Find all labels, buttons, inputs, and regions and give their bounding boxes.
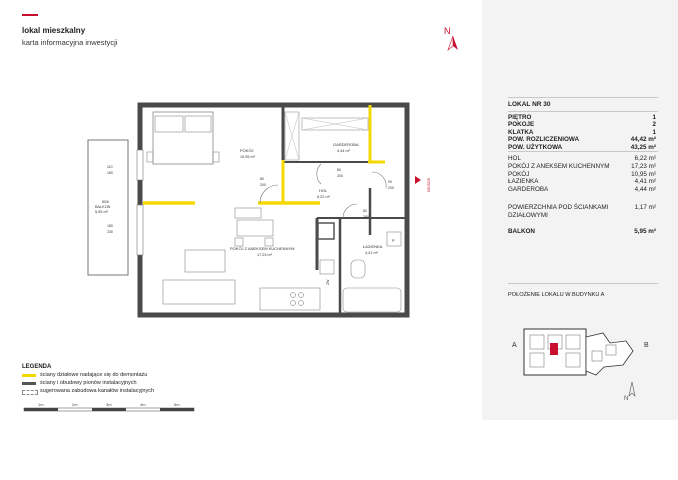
scale-tick-label: 3m — [106, 402, 112, 407]
area-row — [508, 186, 656, 194]
scale-tick-label: 4m — [140, 402, 146, 407]
hol-label: HOL — [319, 188, 328, 193]
door-width-bedroom: 80 — [260, 177, 264, 181]
main-info-value: 43,25 m² — [630, 143, 656, 151]
north-arrow-icon — [440, 24, 468, 54]
area-value: 4,44 m² — [634, 186, 656, 194]
area-label: POKÓJ — [508, 170, 530, 178]
entrance-label: WEJŚCIE — [427, 177, 431, 192]
main-info-value: 2 — [652, 121, 656, 129]
scale-tick-label: 5m — [174, 402, 180, 407]
area-row — [508, 163, 656, 171]
lokal-number: LOKAL NR 30 — [508, 101, 551, 108]
balcony-value: 5,95 m² — [634, 228, 656, 235]
main-info-value: 44,42 m² — [630, 136, 656, 144]
area-value: 17,23 m² — [631, 162, 656, 170]
area-label: HOL — [508, 155, 521, 162]
area-value: 4,41 m² — [634, 178, 656, 186]
window-dim-160: 160 — [107, 171, 113, 175]
door-height-bedroom: 200 — [260, 183, 266, 187]
unit-highlight — [550, 343, 558, 355]
scale-bar — [22, 400, 202, 418]
balcony-label: BALKON — [508, 228, 535, 235]
main-info-label: POW. ROZLICZENIOWA — [508, 136, 580, 144]
partition-row-2 — [508, 212, 656, 220]
outer-walls — [140, 105, 407, 315]
balkon-area-label: 5,95 m² — [95, 210, 108, 214]
pokoj-area-label: 10,95 m² — [240, 155, 255, 159]
door-height-bathroom: 200 — [363, 215, 369, 219]
north-label: N — [444, 26, 451, 36]
door-height-entrance: 200 — [388, 186, 394, 190]
area-row — [508, 155, 656, 163]
legend-label: ściany i obudowy pionów instalacyjnych — [40, 380, 137, 386]
legend-label: ściany działowe nadające się do demontażu — [40, 372, 148, 378]
main-info-label: POW. UŻYTKOWA — [508, 143, 563, 151]
partition-label-2: DZIAŁOWYMI — [508, 212, 548, 219]
separator — [508, 111, 658, 112]
balkon-dim-label: 80/6 — [102, 200, 109, 204]
salon-area-label: 17,23 m² — [257, 253, 272, 257]
door-width-entrance: 90 — [388, 180, 392, 184]
main-info-label: POKOJE — [508, 121, 535, 129]
separator — [508, 283, 658, 284]
page-subtitle: karta informacyjna inwestycji — [22, 38, 118, 47]
legend-swatch — [22, 374, 36, 377]
door-height-garderoba: 200 — [337, 174, 343, 178]
legend-label: sugerowana zabudowa kanałów instalacyjnych — [40, 388, 155, 394]
door-width-bathroom: 80 — [363, 209, 367, 213]
lazienka-area-label: 4,41 m² — [365, 251, 378, 255]
main-info-value: 1 — [652, 114, 656, 121]
area-label: POKÓJ Z ANEKSEM KUCHENNYM — [508, 162, 610, 170]
legend-swatch — [22, 382, 36, 385]
area-value: 6,22 m² — [634, 155, 656, 162]
zw-label: ZW — [326, 279, 330, 285]
area-label: ŁAZIENKA — [508, 178, 539, 186]
hol-area-label: 6,22 m² — [317, 195, 330, 199]
building-key-plan — [508, 315, 663, 385]
main-info-label: KLATKA — [508, 128, 534, 136]
building-b-label: B — [644, 342, 649, 349]
area-row — [508, 178, 656, 186]
partition-value: 1,17 m² — [634, 204, 656, 211]
garderoba-area-label: 4,44 m² — [337, 149, 350, 153]
balcony-row — [508, 228, 656, 236]
main-info-value: 1 — [652, 128, 656, 136]
area-value: 10,95 m² — [631, 170, 656, 178]
door-width-garderoba: 80 — [337, 168, 341, 172]
area-label: GARDEROBA — [508, 186, 549, 194]
building-a-label: A — [512, 342, 517, 349]
window-dim-180: 180 — [107, 224, 113, 228]
brand-accent-bar — [22, 14, 38, 16]
pokoj-label: POKÓJ — [240, 148, 254, 153]
window-dim-110: 110 — [107, 165, 113, 169]
floor-plan — [85, 100, 431, 325]
lazienka-label: ŁAZIENKA — [363, 244, 383, 249]
balkon-label: BALKON — [95, 205, 111, 209]
window-dim-230: 230 — [107, 230, 113, 234]
svg-text:N: N — [624, 396, 629, 402]
garderoba-label: GARDEROBA — [333, 142, 359, 147]
legend-title: LEGENDA — [22, 364, 52, 370]
partition-label-1: POWIERZCHNIA POD ŚCIANKAMI — [508, 204, 609, 211]
main-info-label: PIĘTRO — [508, 114, 532, 121]
scale-tick-label: 1m — [38, 402, 44, 407]
separator — [508, 97, 658, 98]
page-title: lokal mieszkalny — [22, 26, 86, 35]
separator — [508, 151, 658, 152]
legend-swatch — [22, 390, 38, 395]
salon-label: POKÓJ Z ANEKSEM KUCHENNYM — [230, 246, 295, 251]
p-label: P — [392, 238, 395, 243]
location-title: POŁOŻENIE LOKALU W BUDYNKU A — [508, 292, 605, 298]
partition-row — [508, 204, 656, 212]
scale-tick-label: 2m — [72, 402, 78, 407]
area-row — [508, 171, 656, 179]
